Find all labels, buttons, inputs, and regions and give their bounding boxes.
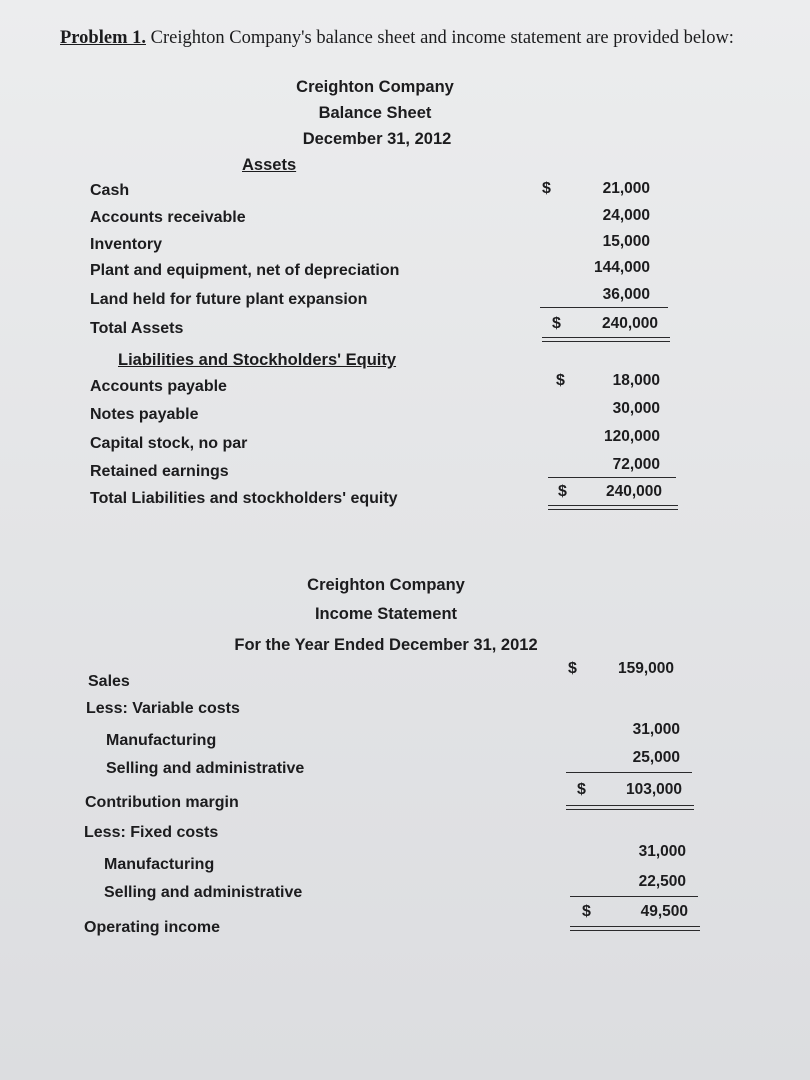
is-label: Operating income [84, 919, 221, 936]
liability-label: Capital stock, no par [90, 435, 248, 452]
asset-value: 24,000 [602, 207, 650, 224]
total-assets-dollar: $ [552, 315, 561, 332]
is-company: Creighton Company [307, 576, 465, 594]
is-label: Selling and administrative [106, 760, 305, 777]
asset-label: Inventory [90, 236, 163, 253]
problem-text: Creighton Company's balance sheet and income statement are provided below: [145, 28, 734, 48]
bs-title: Balance Sheet [318, 104, 432, 122]
liability-value: 18,000 [612, 372, 660, 389]
is-dollar: $ [568, 660, 577, 677]
liability-dollar: $ [556, 372, 565, 389]
asset-label: Plant and equipment, net of depreciation [90, 262, 400, 279]
assets-heading: Assets [242, 156, 297, 174]
is-label: Sales [88, 673, 130, 690]
liability-value: 30,000 [612, 400, 660, 417]
is-title: Income Statement [314, 605, 458, 623]
is-value: 31,000 [638, 843, 686, 860]
is-value: 31,000 [632, 721, 680, 738]
is-value: 103,000 [625, 781, 682, 798]
subtotal-rule [540, 307, 668, 308]
is-dollar: $ [582, 903, 591, 920]
asset-label: Accounts receivable [90, 209, 246, 226]
total-liabilities-label: Total Liabilities and stockholders' equity [90, 490, 398, 507]
problem-number: Problem 1. [60, 28, 146, 48]
total-assets-label: Total Assets [90, 320, 184, 337]
total-double-rule [570, 926, 700, 931]
total-double-rule [566, 805, 694, 810]
is-label: Less: Variable costs [86, 700, 240, 717]
is-period: For the Year Ended December 31, 2012 [234, 636, 538, 654]
is-label: Manufacturing [104, 856, 215, 873]
is-label: Manufacturing [106, 732, 217, 749]
is-label: Contribution margin [85, 794, 239, 811]
is-value: 22,500 [638, 873, 686, 890]
total-liabilities-dollar: $ [558, 483, 567, 500]
total-assets-value: 240,000 [601, 315, 658, 332]
liability-label: Accounts payable [90, 378, 227, 395]
asset-label: Cash [90, 182, 130, 199]
subtotal-rule [566, 772, 692, 773]
is-value: 49,500 [640, 903, 688, 920]
liability-value: 120,000 [603, 428, 660, 445]
problem-statement [60, 28, 734, 49]
subtotal-rule [570, 896, 698, 897]
asset-value: 36,000 [602, 286, 650, 303]
total-double-rule [548, 505, 678, 510]
liability-label: Retained earnings [90, 463, 229, 480]
liabilities-heading: Liabilities and Stockholders' Equity [118, 351, 397, 369]
asset-value: 21,000 [602, 180, 650, 197]
is-label: Less: Fixed costs [84, 824, 219, 841]
asset-value: 144,000 [593, 259, 650, 276]
asset-label: Land held for future plant expansion [90, 291, 368, 308]
is-value: 25,000 [632, 749, 680, 766]
is-label: Selling and administrative [104, 884, 303, 901]
is-value: 159,000 [617, 660, 674, 677]
asset-dollar: $ [542, 180, 551, 197]
asset-value: 15,000 [602, 233, 650, 250]
is-dollar: $ [577, 781, 586, 798]
bs-date: December 31, 2012 [302, 130, 452, 148]
total-double-rule [542, 337, 670, 342]
liability-label: Notes payable [90, 406, 199, 423]
subtotal-rule [548, 477, 676, 478]
total-liabilities-value: 240,000 [605, 483, 662, 500]
liability-value: 72,000 [612, 456, 660, 473]
bs-company: Creighton Company [296, 78, 454, 96]
